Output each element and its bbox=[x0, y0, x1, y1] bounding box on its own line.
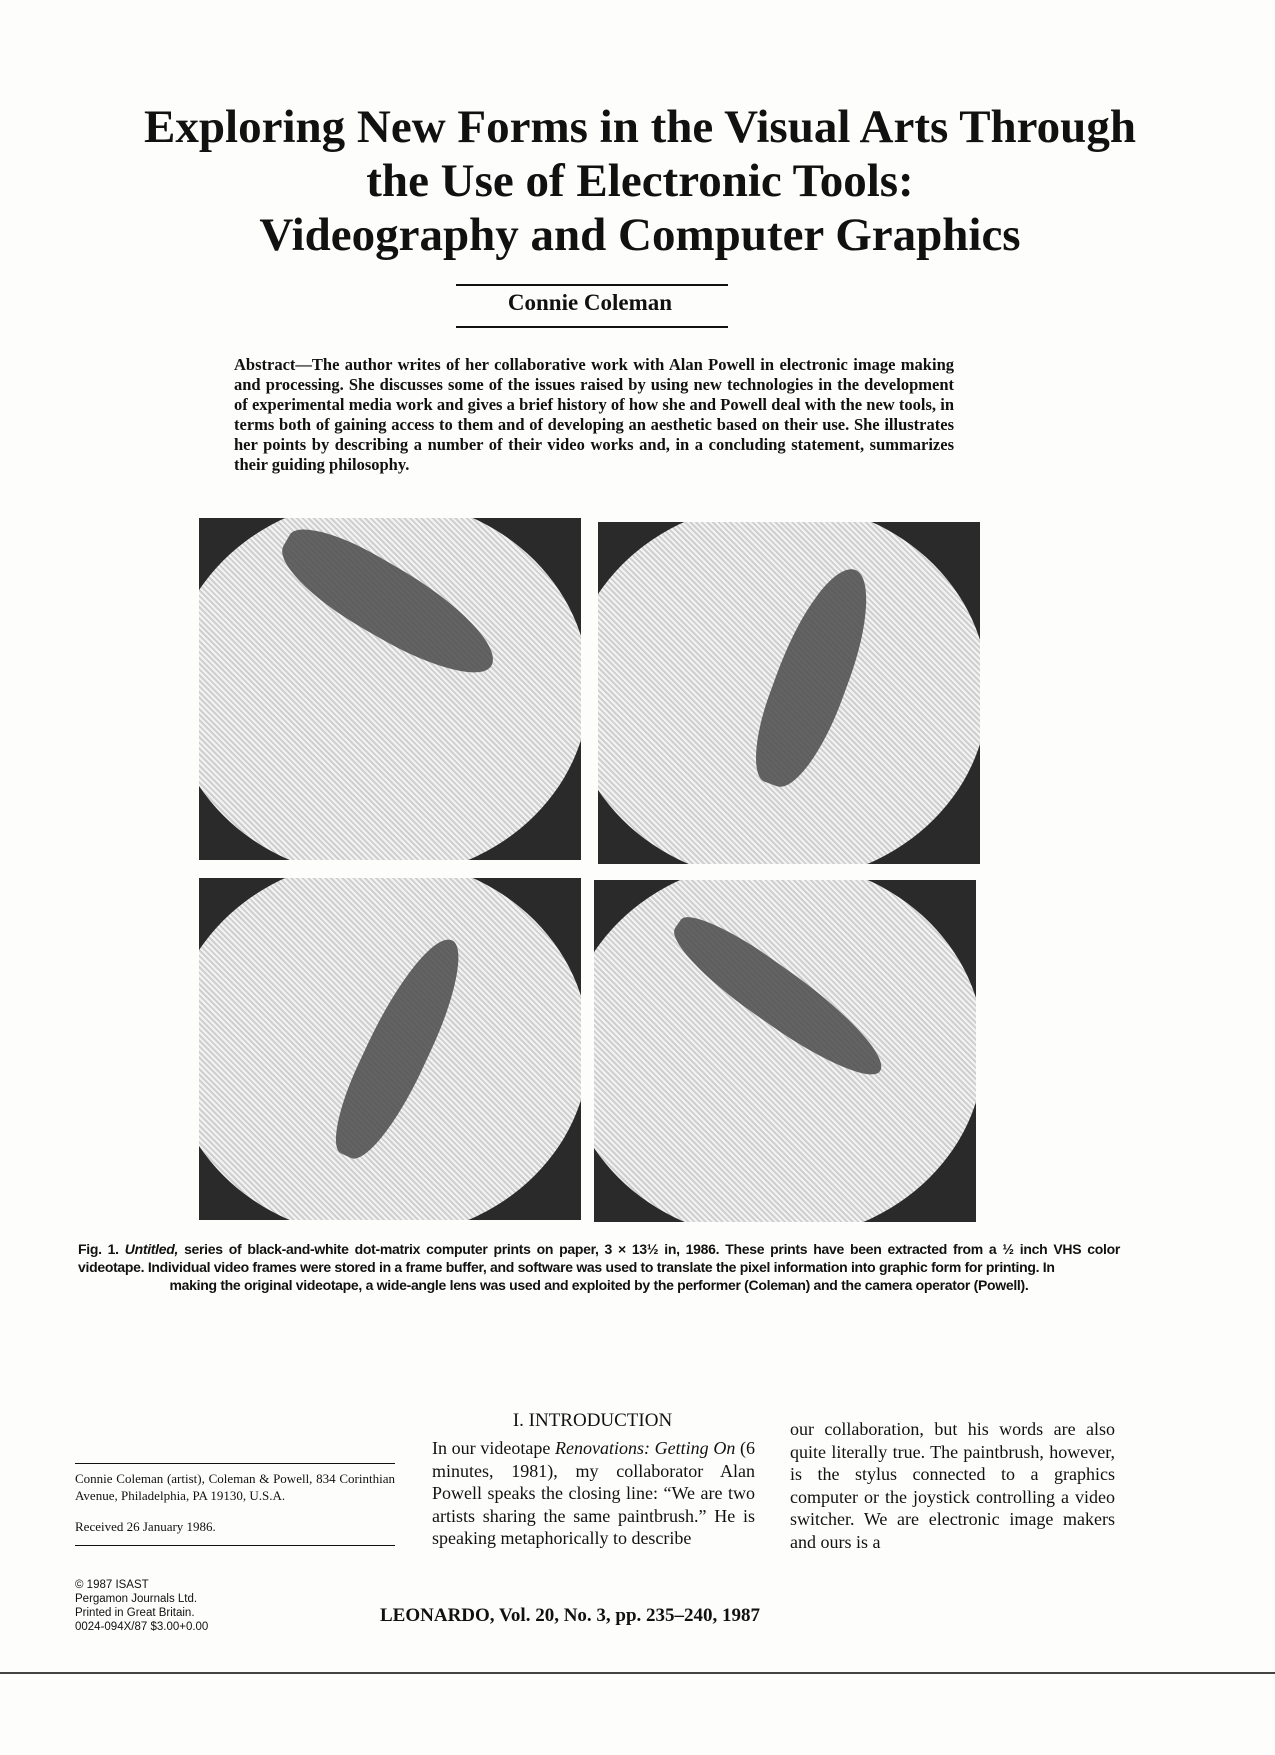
figure-photo bbox=[598, 522, 980, 864]
page-edge bbox=[0, 1672, 1275, 1674]
body-column-2: our collaboration, but his words are also quite literally true. The paintbrush, however, is the stylus connected to a graphics computer or the joystick controlling a video switcher. We are electronic image makers and ours is a bbox=[790, 1419, 1115, 1552]
section-heading: I. INTRODUCTION bbox=[512, 1410, 673, 1431]
rule bbox=[456, 284, 728, 286]
rule bbox=[75, 1463, 395, 1464]
body-column-1: In our videotape Renovations: Getting On (6 minutes, 1981), my collaborator Alan Powell speaks the closing line: “We are two artists sharing the same paintbrush.” He is speaking metaphorically to describe bbox=[432, 1438, 755, 1548]
title-line: Exploring New Forms in the Visual Arts Through bbox=[144, 101, 1136, 153]
rule bbox=[456, 326, 728, 328]
author: Connie Coleman bbox=[507, 290, 673, 315]
figure-photo bbox=[199, 518, 581, 860]
rule bbox=[75, 1545, 395, 1546]
abstract: Abstract—The author writes of her collaborative work with Alan Powell in electronic image making and processing. She discusses some of the issues raised by using new technologies in the development of experimental media work and gives a brief history of how she and Powell deal with the new tools, in terms both of gaining access to them and of developing an aesthetic based on their use. She illustrates her points by describing a number of their video works and, in a concluding statement, summarizes their guiding philosophy. bbox=[234, 355, 954, 474]
figure-photo bbox=[199, 878, 581, 1220]
figure-photo bbox=[594, 880, 976, 1222]
figure-caption: Fig. 1. Untitled, series of black-and-white dot-matrix computer prints on paper, 3 × 13½ in, 1986. These prints have been extracted from a ½ inch VHS color videotape. Individual video frames were stored in a frame buffer, and software was used to translate the pixel information into graphic form for printing. In making the original videotape, a wide-angle lens was used and exploited by the performer (Coleman) and the camera operator (Powell). bbox=[78, 1241, 1120, 1293]
title-line: the Use of Electronic Tools: bbox=[366, 155, 914, 207]
copyright-notice: © 1987 ISAST Pergamon Journals Ltd. Printed in Great Britain. 0024-094X/87 $3.00+0.00 bbox=[75, 1579, 209, 1633]
author-affiliation: Connie Coleman (artist), Coleman & Powell, 834 Corinthian Avenue, Philadelphia, PA 19130, U.S.A. Received 26 January 1986. bbox=[75, 1471, 395, 1534]
title-line: Videography and Computer Graphics bbox=[259, 209, 1021, 261]
journal-citation: LEONARDO, Vol. 20, No. 3, pp. 235–240, 1987 bbox=[380, 1605, 761, 1626]
article-title bbox=[60, 100, 1220, 262]
